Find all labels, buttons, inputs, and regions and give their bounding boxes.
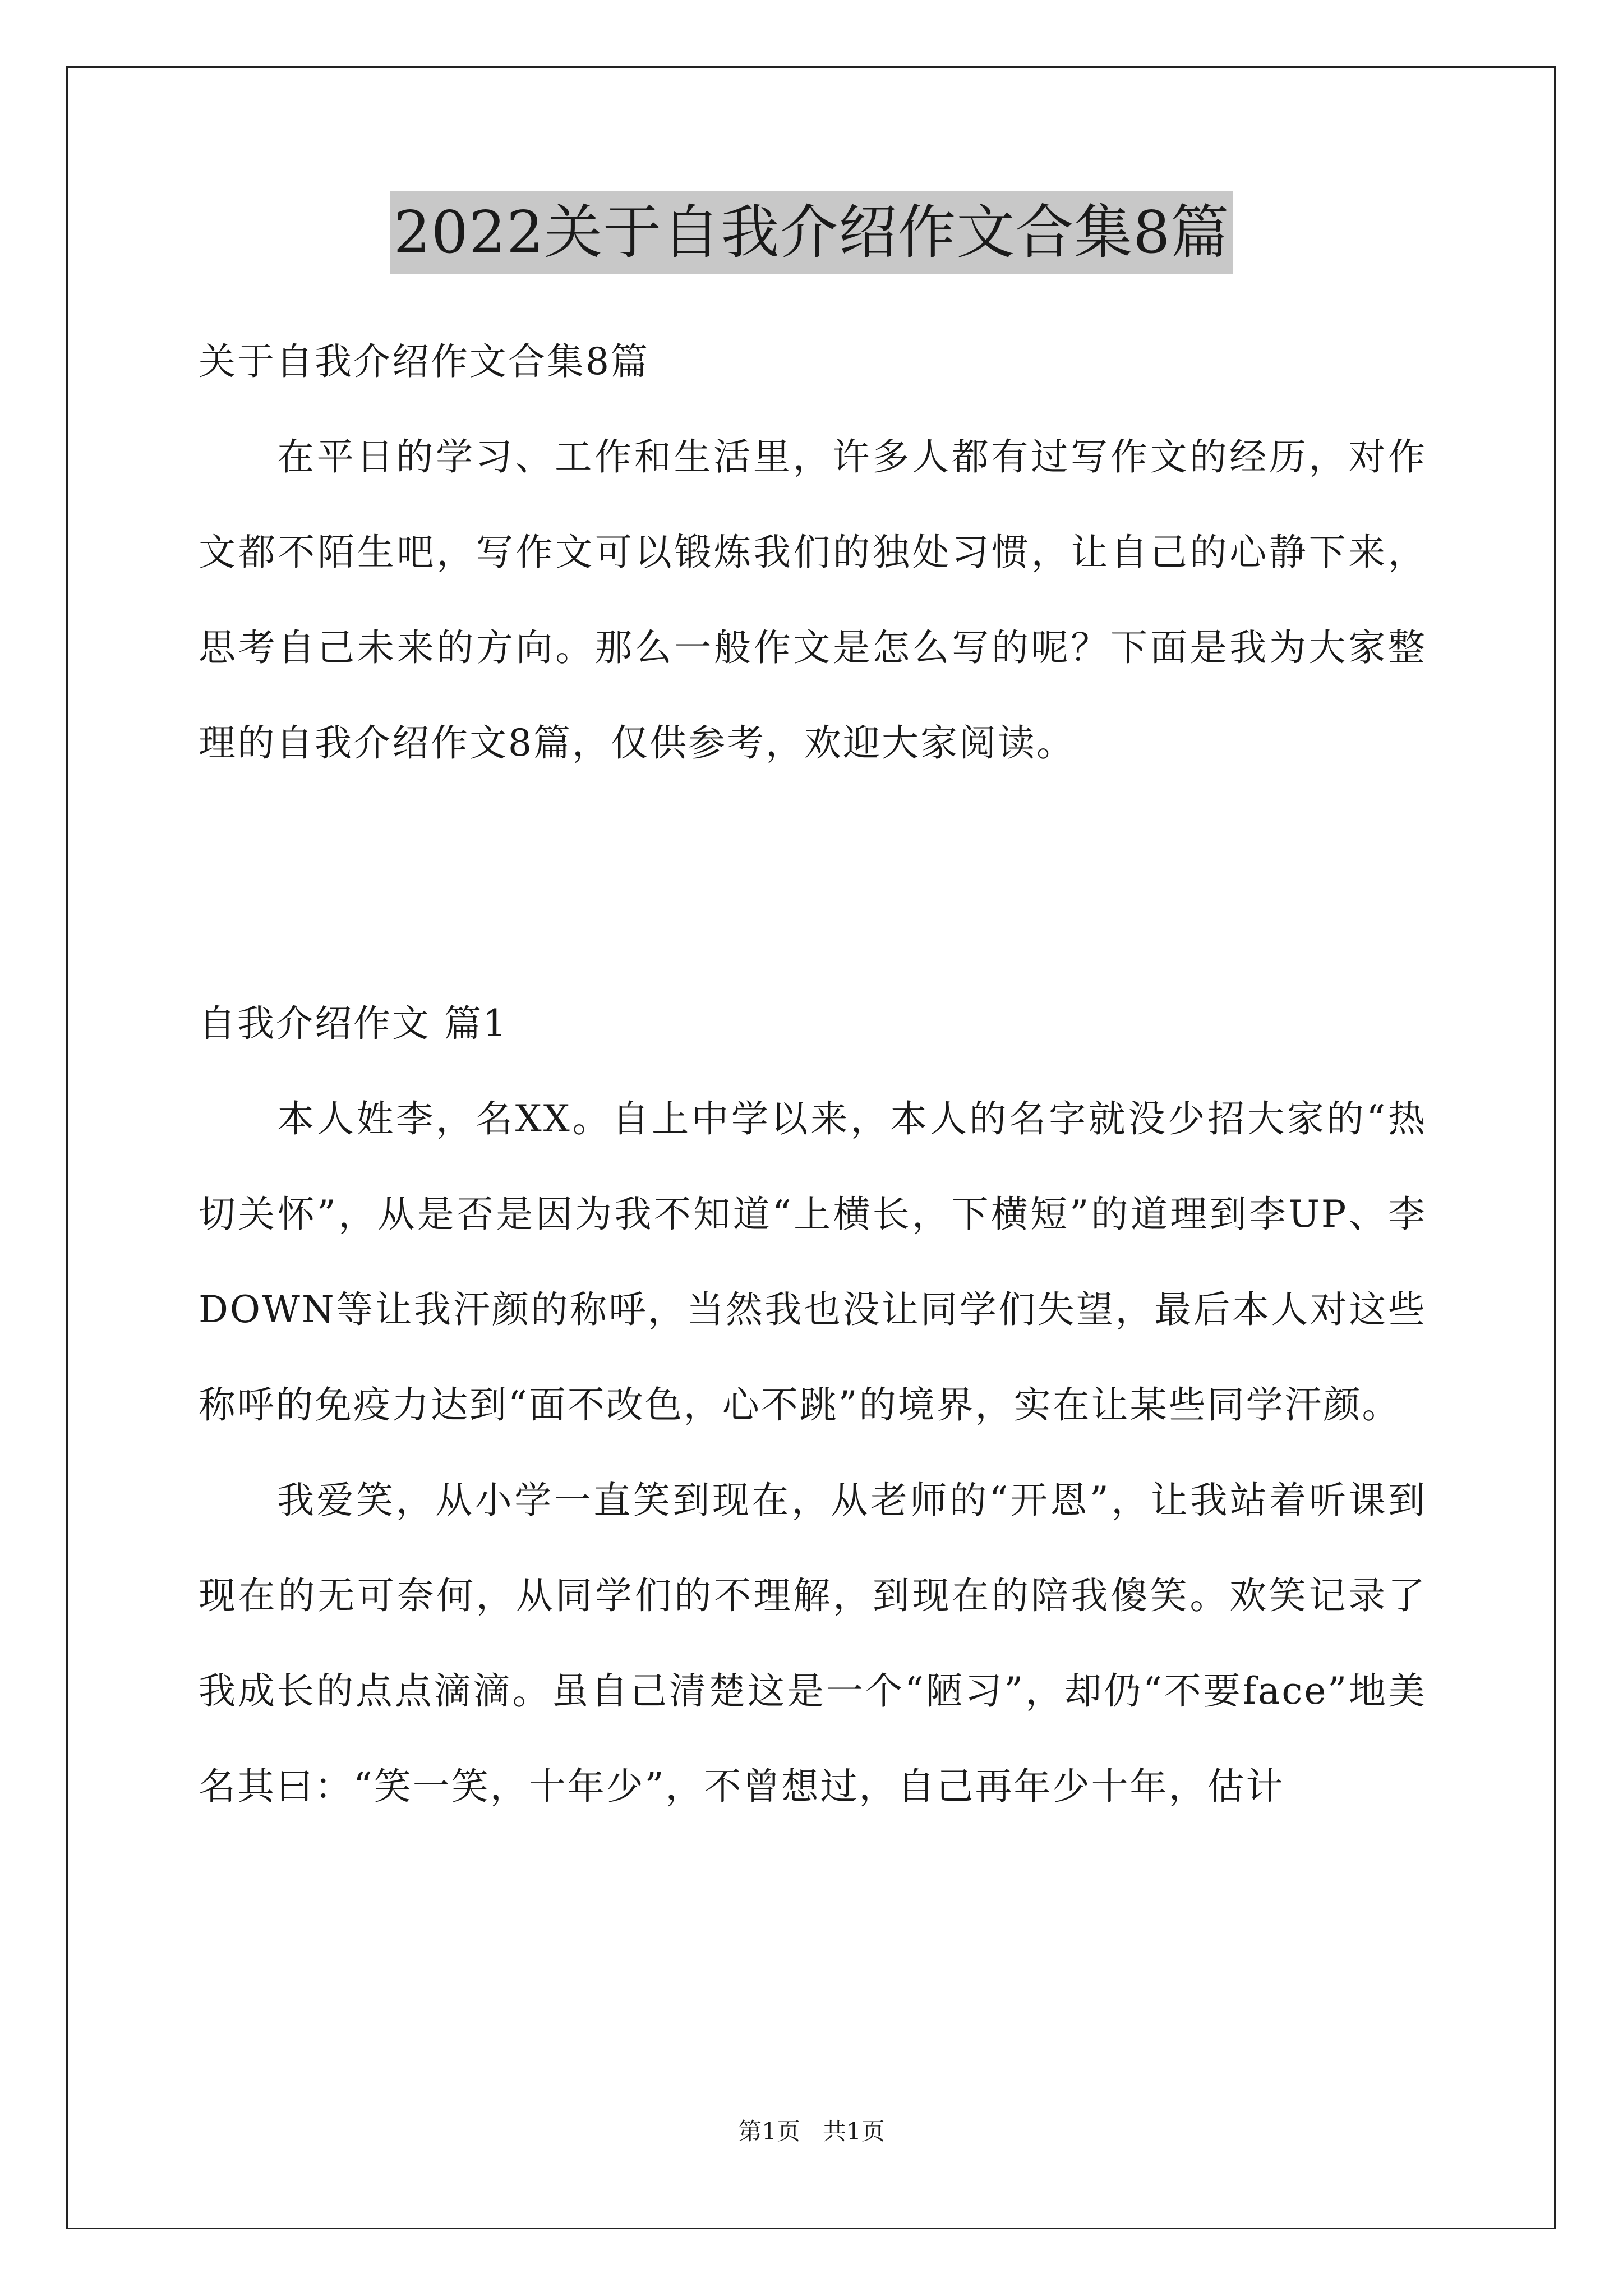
section-body [199,1071,1427,1834]
body-paragraph: 我爱笑，从小学一直笑到现在，从老师的“开恩”，让我站着听课到现在的无可奈何，从同学们的不理解，到现在的陪我傻笑。欢笑记录了我成长的点点滴滴。虽自己清楚这是一个“陋习”，却仍“不要face”地美名其曰：“笑一笑，十年少”，不曾想过，自己再年少十年，估计 [199,1479,1427,1808]
subtitle-text: 关于自我介绍作文合集8篇 [199,340,649,383]
document-title: 2022关于自我介绍作文合集8篇 [390,191,1233,274]
document-subtitle [199,314,1427,409]
intro-section [199,409,1427,791]
body-paragraph: 本人姓李，名XX。自上中学以来，本人的名字就没少招大家的“热切关怀”，从是否是因为我不知道“上横长，下横短”的道理到李UP、李DOWN等让我汗颜的称呼，当然我也没让同学们失望，最后本人对这些称呼的免疫力达到“面不改色，心不跳”的境界，实在让某些同学汗颜。 [199,1097,1427,1427]
page-number: 第1页 共1页 [738,2118,885,2145]
section-heading-text: 自我介绍作文 篇1 [199,1002,508,1045]
intro-paragraph: 在平日的学习、工作和生活里，许多人都有过写作文的经历，对作文都不陌生吧，写作文可以锻炼我们的独处习惯，让自己的心静下来，思考自己未来的方向。那么一般作文是怎么写的呢？下面是我为大家整理的自我介绍作文8篇，仅供参考，欢迎大家阅读。 [199,435,1427,765]
page-footer [0,2115,1623,2148]
section-heading [199,976,1427,1071]
title-container [0,191,1623,274]
